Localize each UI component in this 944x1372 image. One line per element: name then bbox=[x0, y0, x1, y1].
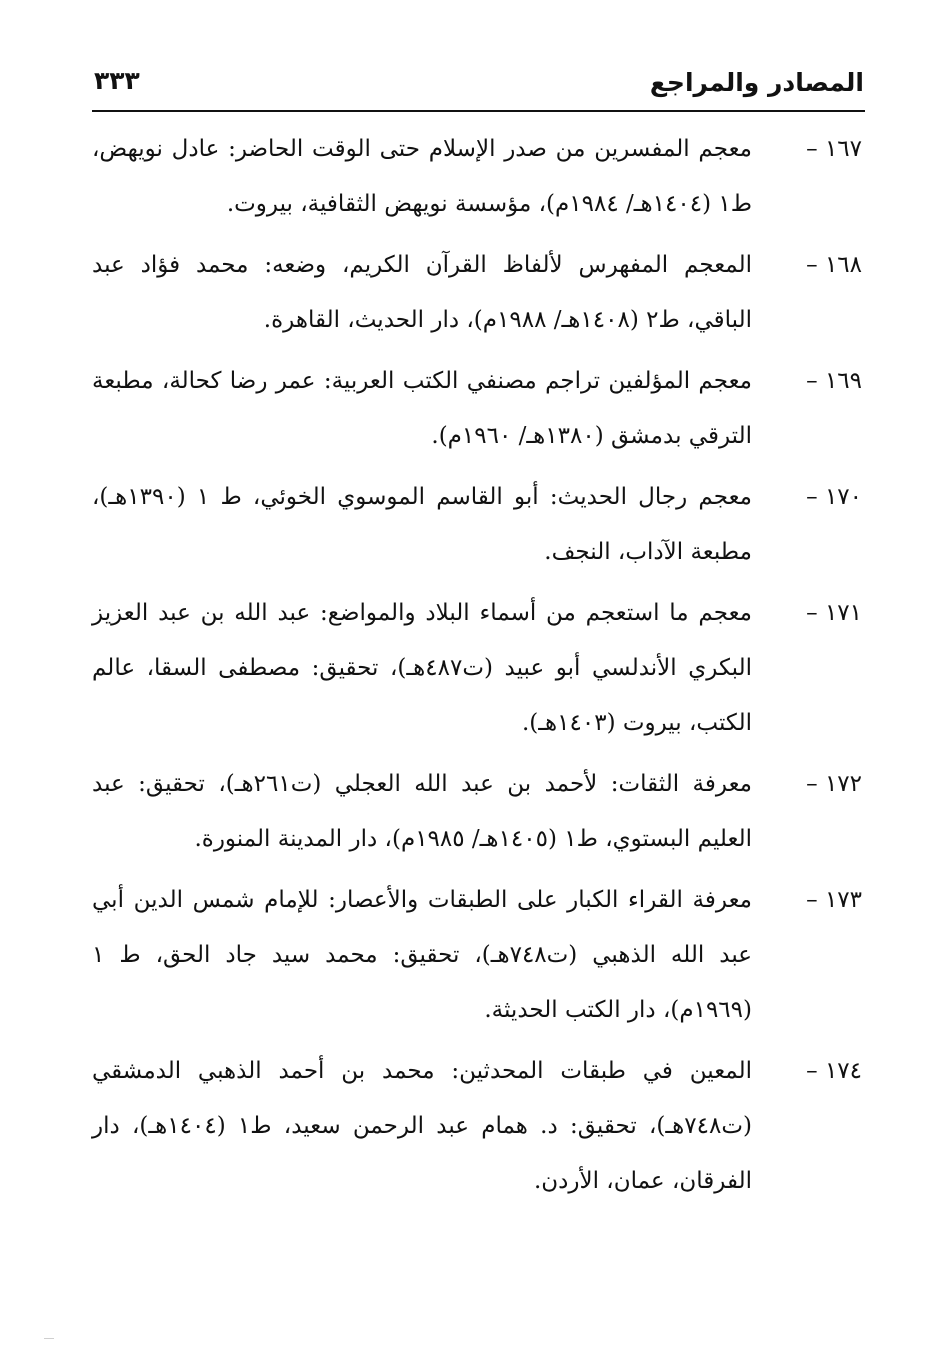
reference-entry-170 bbox=[92, 470, 862, 580]
entry-text: معجم ما استعجم من أسماء البلاد والمواضع: عبد الله بن عبد العزيز البكري الأندلسي أبو عبيد (ت٤٨٧هـ)، تحقيق: مصطفى السقا، عالم الكتب، بيروت (١٤٠٣هـ). bbox=[92, 600, 752, 736]
entry-number: ١٦٧ – bbox=[806, 136, 862, 162]
page-header bbox=[92, 62, 864, 104]
entry-text: معجم رجال الحديث: أبو القاسم الموسوي الخوئي، ط ١ (١٣٩٠هـ)، مطبعة الآداب، النجف. bbox=[92, 484, 752, 565]
entry-number: ١٦٨ – bbox=[806, 252, 862, 278]
entry-number: ١٧١ – bbox=[806, 600, 862, 626]
entry-number: ١٦٩ – bbox=[806, 368, 862, 394]
running-title: المصادر والمراجع bbox=[649, 68, 864, 97]
reference-entry-167 bbox=[92, 122, 862, 232]
entry-text: معجم المؤلفين تراجم مصنفي الكتب العربية: عمر رضا كحالة، مطبعة الترقي بدمشق (١٣٨٠هـ/ ١٩٦٠م). bbox=[92, 368, 752, 449]
page-number: ٣٣٣ bbox=[94, 66, 140, 95]
entry-text: معرفة الثقات: لأحمد بن عبد الله العجلي (ت٢٦١هـ)، تحقيق: عبد العليم البستوي، ط١ (١٤٠٥هـ/ ١٩٨٥م)، دار المدينة المنورة. bbox=[92, 771, 752, 852]
reference-entry-172 bbox=[92, 757, 862, 867]
entry-text: معرفة القراء الكبار على الطبقات والأعصار: للإمام شمس الدين أبي عبد الله الذهبي (ت٧٤٨هـ)، تحقيق: محمد سيد جاد الحق، ط ١ (١٩٦٩م)، دار الكتب الحديثة. bbox=[92, 887, 752, 1023]
reference-entry-168 bbox=[92, 238, 862, 348]
entry-text: معجم المفسرين من صدر الإسلام حتى الوقت الحاضر: عادل نويهض، ط١ (١٤٠٤هـ/ ١٩٨٤م)، مؤسسة نويهض الثقافية، بيروت. bbox=[92, 136, 752, 217]
entry-text: المعجم المفهرس لألفاظ القرآن الكريم، وضعه: محمد فؤاد عبد الباقي، ط٢ (١٤٠٨هـ/ ١٩٨٨م)، دار الحديث، القاهرة. bbox=[92, 252, 752, 333]
references-list bbox=[92, 122, 862, 1215]
scan-artifact bbox=[44, 1338, 54, 1339]
reference-entry-171 bbox=[92, 586, 862, 751]
entry-number: ١٧٢ – bbox=[806, 771, 862, 797]
entry-number: ١٧٣ – bbox=[806, 887, 862, 913]
reference-entry-174 bbox=[92, 1044, 862, 1209]
reference-entry-173 bbox=[92, 873, 862, 1038]
reference-entry-169 bbox=[92, 354, 862, 464]
entry-number: ١٧٠ – bbox=[806, 484, 862, 510]
entry-number: ١٧٤ – bbox=[806, 1058, 862, 1084]
entry-text: المعين في طبقات المحدثين: محمد بن أحمد الذهبي الدمشقي (ت٧٤٨هـ)، تحقيق: د. همام عبد الرحمن سعيد، ط١ (١٤٠٤هـ)، دار الفرقان، عمان، الأردن. bbox=[92, 1058, 752, 1194]
header-divider bbox=[92, 110, 865, 112]
